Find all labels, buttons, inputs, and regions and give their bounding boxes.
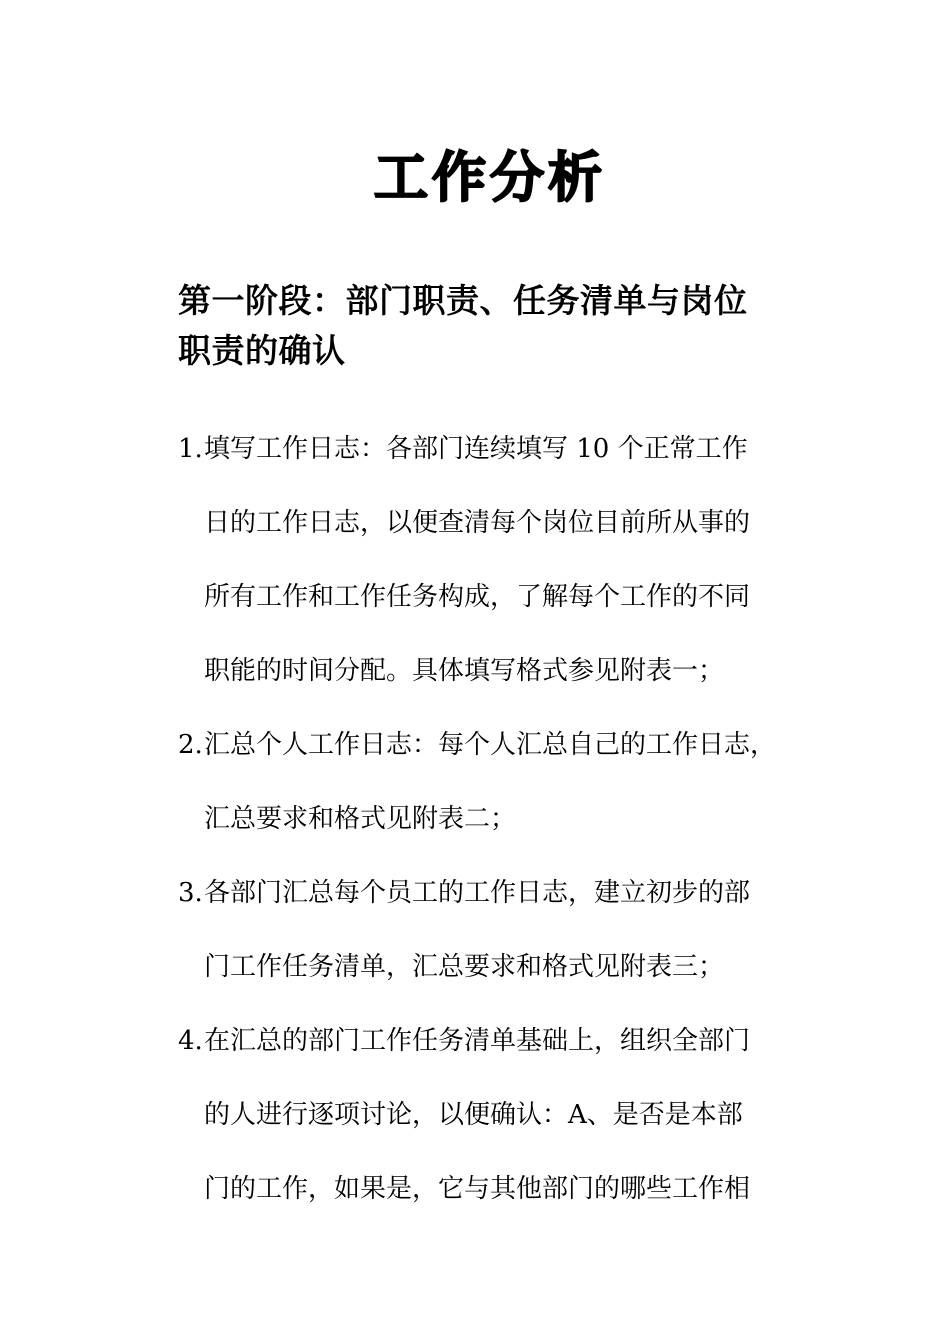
list-item-line: 的人进行逐项讨论，以便确认：A、是否是本部 [204,1100,743,1130]
list-item-line: 所有工作和工作任务构成，了解每个工作的不同 [204,582,751,612]
section-heading [178,276,818,376]
list-item-line: 填写工作日志：各部门连续填写 10 个正常工作 [204,434,748,464]
document-title: 工作分析 [374,146,606,209]
list-item-line: 职能的时间分配。具体填写格式参见附表一； [204,656,725,686]
section-heading-line: 第一阶段：部门职责、任务清单与岗位 [178,281,748,320]
list-item-number: 3. [178,878,203,908]
list-item-line: 门的工作，如果是，它与其他部门的哪些工作相 [204,1174,751,1204]
list-item-line: 汇总要求和格式见附表二； [204,804,517,834]
list-item [178,1010,838,1220]
list-item-number: 1. [178,434,203,464]
list-item-number: 2. [178,730,203,760]
numbered-list [178,418,838,1220]
list-item-number: 4. [178,1026,203,1056]
list-item-line: 日的工作日志，以便查清每个岗位目前所从事的 [204,508,751,538]
list-item-line: 汇总个人工作日志：每个人汇总自己的工作日志， [204,730,777,760]
list-item [178,714,838,850]
list-item-line: 门工作任务清单，汇总要求和格式见附表三； [204,952,725,982]
section-heading-line: 职责的确认 [178,331,346,370]
list-item [178,862,838,998]
list-item-line: 各部门汇总每个员工的工作日志，建立初步的部 [204,878,751,908]
list-item-line: 在汇总的部门工作任务清单基础上，组织全部门 [204,1026,751,1056]
list-item [178,418,838,702]
